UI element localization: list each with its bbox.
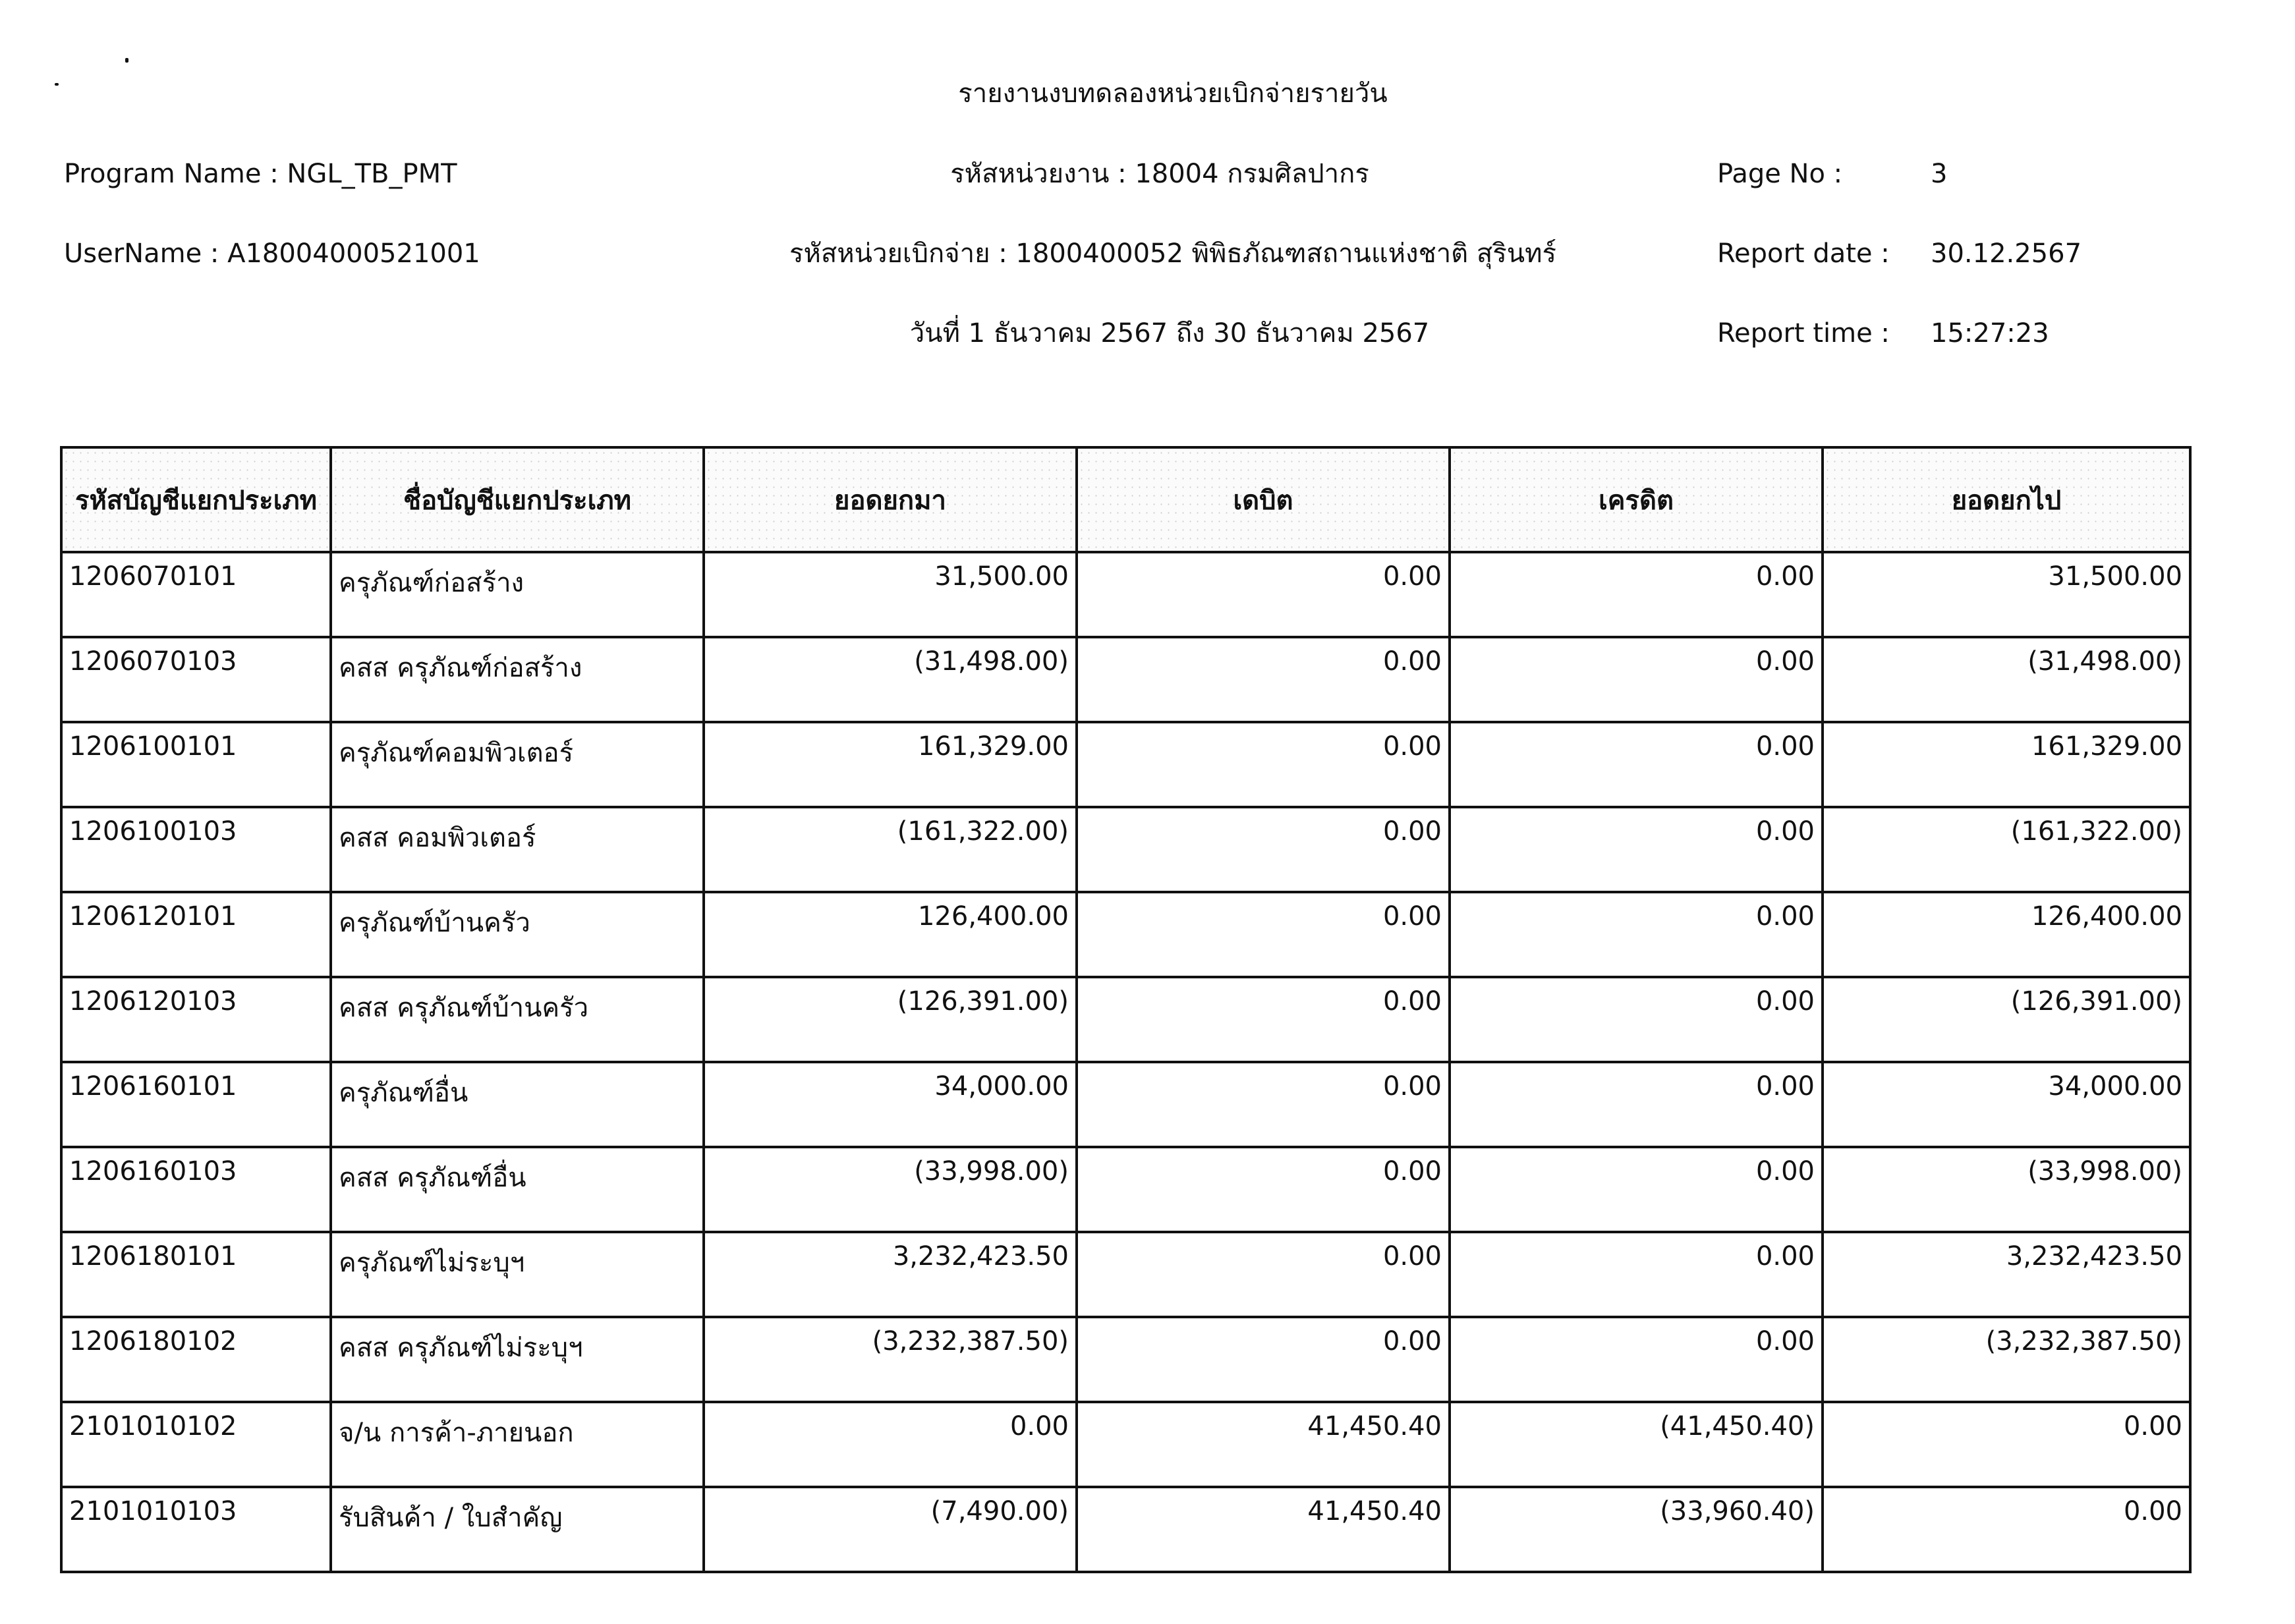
closing-balance-cell: (33,998.00) bbox=[1823, 1147, 2190, 1232]
scan-speck bbox=[125, 58, 128, 63]
account-code-cell: 1206180102 bbox=[61, 1317, 331, 1402]
page-no-label: Page No : bbox=[1717, 159, 1843, 189]
table-row bbox=[61, 1147, 2190, 1232]
debit-cell: 0.00 bbox=[1077, 722, 1450, 807]
credit-cell: 0.00 bbox=[1450, 637, 1823, 722]
opening-balance-cell: 3,232,423.50 bbox=[704, 1232, 1077, 1317]
debit-cell: 0.00 bbox=[1077, 552, 1450, 637]
credit-cell: (33,960.40) bbox=[1450, 1487, 1823, 1572]
opening-balance-cell: 0.00 bbox=[704, 1402, 1077, 1487]
account-name-cell: จ/น การค้า-ภายนอก bbox=[331, 1402, 704, 1487]
column-header-closing-balance: ยอดยกไป bbox=[1823, 447, 2190, 552]
account-name-cell: รับสินค้า / ใบสำคัญ bbox=[331, 1487, 704, 1572]
debit-cell: 41,450.40 bbox=[1077, 1487, 1450, 1572]
account-code-cell: 2101010103 bbox=[61, 1487, 331, 1572]
credit-cell: 0.00 bbox=[1450, 892, 1823, 977]
credit-cell: 0.00 bbox=[1450, 1062, 1823, 1147]
account-name-cell: ครุภัณฑ์อื่น bbox=[331, 1062, 704, 1147]
credit-cell: 0.00 bbox=[1450, 807, 1823, 892]
debit-cell: 0.00 bbox=[1077, 977, 1450, 1062]
column-header-opening-balance: ยอดยกมา bbox=[704, 447, 1077, 552]
account-name-cell: คสส ครุภัณฑ์ไม่ระบุฯ bbox=[331, 1317, 704, 1402]
username: UserName : A18004000521001 bbox=[64, 238, 480, 269]
account-name-cell: ครุภัณฑ์คอมพิวเตอร์ bbox=[331, 722, 704, 807]
debit-cell: 0.00 bbox=[1077, 1147, 1450, 1232]
account-code-cell: 1206100103 bbox=[61, 807, 331, 892]
closing-balance-cell: 0.00 bbox=[1823, 1487, 2190, 1572]
credit-cell: (41,450.40) bbox=[1450, 1402, 1823, 1487]
debit-cell: 0.00 bbox=[1077, 1062, 1450, 1147]
account-name-cell: คสส ครุภัณฑ์อื่น bbox=[331, 1147, 704, 1232]
credit-cell: 0.00 bbox=[1450, 977, 1823, 1062]
closing-balance-cell: (31,498.00) bbox=[1823, 637, 2190, 722]
opening-balance-cell: 34,000.00 bbox=[704, 1062, 1077, 1147]
account-name-cell: คสส ครุภัณฑ์ก่อสร้าง bbox=[331, 637, 704, 722]
report-time-label: Report time : bbox=[1717, 318, 1890, 349]
account-code-cell: 1206070101 bbox=[61, 552, 331, 637]
account-code-cell: 1206100101 bbox=[61, 722, 331, 807]
agency-code: รหัสหน่วยงาน : 18004 กรมศิลปากร bbox=[950, 159, 1369, 189]
closing-balance-cell: 3,232,423.50 bbox=[1823, 1232, 2190, 1317]
table-row bbox=[61, 1487, 2190, 1572]
closing-balance-cell: 34,000.00 bbox=[1823, 1062, 2190, 1147]
debit-cell: 0.00 bbox=[1077, 1232, 1450, 1317]
disbursement-unit: รหัสหน่วยเบิกจ่าย : 1800400052 พิพิธภัณฑสถานแห่งชาติ สุรินทร์ bbox=[789, 238, 1556, 269]
account-name-cell: ครุภัณฑ์ก่อสร้าง bbox=[331, 552, 704, 637]
closing-balance-cell: 0.00 bbox=[1823, 1402, 2190, 1487]
page-no-value: 3 bbox=[1931, 159, 1948, 189]
credit-cell: 0.00 bbox=[1450, 722, 1823, 807]
opening-balance-cell: (33,998.00) bbox=[704, 1147, 1077, 1232]
debit-cell: 0.00 bbox=[1077, 637, 1450, 722]
report-period: วันที่ 1 ธันวาคม 2567 ถึง 30 ธันวาคม 2567 bbox=[909, 318, 1430, 349]
program-name: Program Name : NGL_TB_PMT bbox=[64, 159, 457, 189]
column-header-account-name: ชื่อบัญชีแยกประเภท bbox=[331, 447, 704, 552]
credit-cell: 0.00 bbox=[1450, 1232, 1823, 1317]
scan-speck bbox=[55, 83, 59, 86]
opening-balance-cell: 126,400.00 bbox=[704, 892, 1077, 977]
closing-balance-cell: 161,329.00 bbox=[1823, 722, 2190, 807]
report-date-value: 30.12.2567 bbox=[1931, 238, 2082, 269]
account-code-cell: 1206120103 bbox=[61, 977, 331, 1062]
report-title: รายงานงบทดลองหน่วยเบิกจ่ายรายวัน bbox=[958, 78, 1388, 109]
table-row bbox=[61, 722, 2190, 807]
account-name-cell: ครุภัณฑ์บ้านครัว bbox=[331, 892, 704, 977]
opening-balance-cell: (3,232,387.50) bbox=[704, 1317, 1077, 1402]
account-code-cell: 1206070103 bbox=[61, 637, 331, 722]
table-row bbox=[61, 892, 2190, 977]
opening-balance-cell: (126,391.00) bbox=[704, 977, 1077, 1062]
trial-balance-table bbox=[60, 446, 2192, 1573]
table-row bbox=[61, 977, 2190, 1062]
opening-balance-cell: 161,329.00 bbox=[704, 722, 1077, 807]
report-date-label: Report date : bbox=[1717, 238, 1890, 269]
account-code-cell: 1206160103 bbox=[61, 1147, 331, 1232]
column-header-credit: เครดิต bbox=[1450, 447, 1823, 552]
opening-balance-cell: 31,500.00 bbox=[704, 552, 1077, 637]
closing-balance-cell: (3,232,387.50) bbox=[1823, 1317, 2190, 1402]
debit-cell: 0.00 bbox=[1077, 892, 1450, 977]
account-name-cell: ครุภัณฑ์ไม่ระบุฯ bbox=[331, 1232, 704, 1317]
credit-cell: 0.00 bbox=[1450, 1147, 1823, 1232]
table-row bbox=[61, 552, 2190, 637]
account-code-cell: 1206160101 bbox=[61, 1062, 331, 1147]
debit-cell: 41,450.40 bbox=[1077, 1402, 1450, 1487]
opening-balance-cell: (7,490.00) bbox=[704, 1487, 1077, 1572]
table-row bbox=[61, 637, 2190, 722]
closing-balance-cell: (161,322.00) bbox=[1823, 807, 2190, 892]
table-header-row bbox=[61, 447, 2190, 552]
debit-cell: 0.00 bbox=[1077, 807, 1450, 892]
opening-balance-cell: (31,498.00) bbox=[704, 637, 1077, 722]
table-row bbox=[61, 1402, 2190, 1487]
closing-balance-cell: (126,391.00) bbox=[1823, 977, 2190, 1062]
credit-cell: 0.00 bbox=[1450, 552, 1823, 637]
report-time-value: 15:27:23 bbox=[1931, 318, 2049, 349]
column-header-debit: เดบิต bbox=[1077, 447, 1450, 552]
opening-balance-cell: (161,322.00) bbox=[704, 807, 1077, 892]
column-header-account-code: รหัสบัญชีแยกประเภท bbox=[61, 447, 331, 552]
account-code-cell: 1206120101 bbox=[61, 892, 331, 977]
table-row bbox=[61, 1062, 2190, 1147]
table-row bbox=[61, 1317, 2190, 1402]
table-row bbox=[61, 1232, 2190, 1317]
account-code-cell: 2101010102 bbox=[61, 1402, 331, 1487]
closing-balance-cell: 126,400.00 bbox=[1823, 892, 2190, 977]
account-code-cell: 1206180101 bbox=[61, 1232, 331, 1317]
table-row bbox=[61, 807, 2190, 892]
account-name-cell: คสส คอมพิวเตอร์ bbox=[331, 807, 704, 892]
debit-cell: 0.00 bbox=[1077, 1317, 1450, 1402]
account-name-cell: คสส ครุภัณฑ์บ้านครัว bbox=[331, 977, 704, 1062]
closing-balance-cell: 31,500.00 bbox=[1823, 552, 2190, 637]
credit-cell: 0.00 bbox=[1450, 1317, 1823, 1402]
